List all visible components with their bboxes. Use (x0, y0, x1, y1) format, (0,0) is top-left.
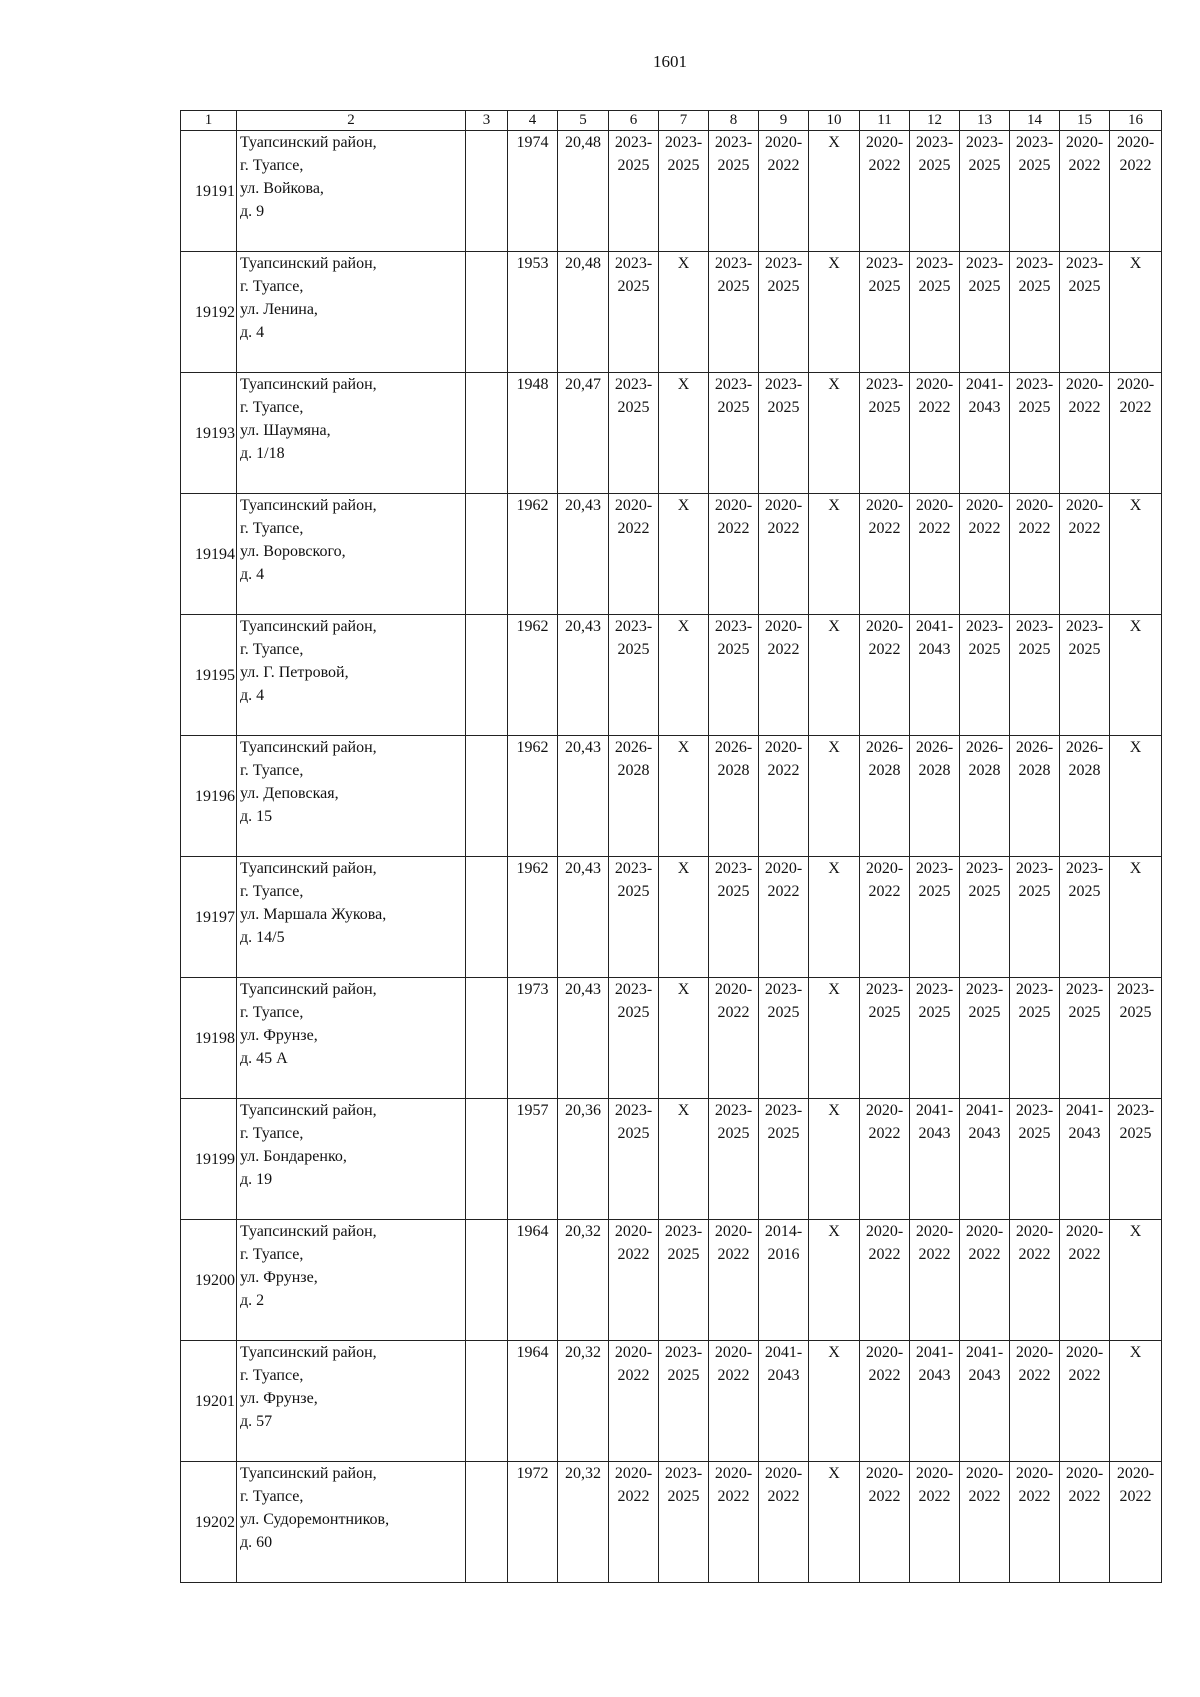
cell-c10: Х (809, 1099, 860, 1220)
cell-c3 (466, 1099, 508, 1220)
address-line: ул. Судоремонтников, (240, 1511, 390, 1528)
cell-c10: Х (809, 131, 860, 252)
column-header: 10 (809, 111, 860, 131)
cell-c11: 2020- 2022 (860, 615, 910, 736)
cell-c5: 20,32 (558, 1220, 609, 1341)
cell-c12: 2041- 2043 (910, 1341, 960, 1462)
address-cell (237, 857, 466, 978)
table-row (181, 1220, 1162, 1341)
cell-c4: 1962 (508, 615, 558, 736)
address-line: г. Туапсе, (240, 883, 304, 900)
cell-c9: 2020- 2022 (759, 857, 809, 978)
address-line: г. Туапсе, (240, 520, 304, 537)
row-number: 19202 (181, 1462, 237, 1583)
cell-c15: 2026- 2028 (1060, 736, 1110, 857)
cell-c12: 2026- 2028 (910, 736, 960, 857)
cell-c5: 20,43 (558, 615, 609, 736)
cell-c13: 2023- 2025 (960, 131, 1010, 252)
column-header: 7 (659, 111, 709, 131)
table-row (181, 615, 1162, 736)
address-line: ул. Ленина, (240, 301, 318, 318)
address-cell (237, 373, 466, 494)
cell-c3 (466, 1220, 508, 1341)
cell-c14: 2020- 2022 (1010, 1462, 1060, 1583)
address-cell (237, 978, 466, 1099)
address-cell (237, 1220, 466, 1341)
cell-c9: 2020- 2022 (759, 736, 809, 857)
cell-c11: 2020- 2022 (860, 494, 910, 615)
cell-c9: 2020- 2022 (759, 1462, 809, 1583)
cell-c14: 2020- 2022 (1010, 494, 1060, 615)
cell-c15: 2023- 2025 (1060, 615, 1110, 736)
cell-c6: 2023- 2025 (609, 252, 659, 373)
cell-c6: 2023- 2025 (609, 131, 659, 252)
address-line: д. 57 (240, 1413, 273, 1430)
cell-c16: Х (1110, 736, 1162, 857)
cell-c16: 2020- 2022 (1110, 1462, 1162, 1583)
address-line: г. Туапсе, (240, 1246, 304, 1263)
address-line: Туапсинский район, (240, 1465, 377, 1482)
row-number: 19197 (181, 857, 237, 978)
cell-c10: Х (809, 1341, 860, 1462)
column-header: 6 (609, 111, 659, 131)
row-number: 19200 (181, 1220, 237, 1341)
cell-c13: 2041- 2043 (960, 1341, 1010, 1462)
cell-c4: 1953 (508, 252, 558, 373)
cell-c5: 20,43 (558, 494, 609, 615)
cell-c8: 2020- 2022 (709, 1462, 759, 1583)
address-line: г. Туапсе, (240, 762, 304, 779)
cell-c3 (466, 857, 508, 978)
cell-c5: 20,32 (558, 1341, 609, 1462)
cell-c4: 1964 (508, 1220, 558, 1341)
cell-c8: 2023- 2025 (709, 131, 759, 252)
address-line: ул. Фрунзе, (240, 1027, 318, 1044)
cell-c4: 1974 (508, 131, 558, 252)
cell-c13: 2023- 2025 (960, 615, 1010, 736)
address-line: д. 45 А (240, 1050, 288, 1067)
cell-c3 (466, 131, 508, 252)
cell-c14: 2023- 2025 (1010, 252, 1060, 373)
table-row (181, 978, 1162, 1099)
cell-c5: 20,48 (558, 252, 609, 373)
cell-c4: 1957 (508, 1099, 558, 1220)
table-row (181, 1462, 1162, 1583)
cell-c13: 2041- 2043 (960, 1099, 1010, 1220)
cell-c7: 2023- 2025 (659, 1462, 709, 1583)
table-row (181, 131, 1162, 252)
address-cell (237, 131, 466, 252)
cell-c11: 2020- 2022 (860, 1462, 910, 1583)
cell-c5: 20,47 (558, 373, 609, 494)
cell-c10: Х (809, 978, 860, 1099)
cell-c4: 1973 (508, 978, 558, 1099)
address-cell (237, 252, 466, 373)
cell-c9: 2020- 2022 (759, 615, 809, 736)
cell-c7: 2023- 2025 (659, 1341, 709, 1462)
cell-c16: Х (1110, 1341, 1162, 1462)
row-number: 19199 (181, 1099, 237, 1220)
cell-c3 (466, 252, 508, 373)
cell-c7: Х (659, 857, 709, 978)
address-line: ул. Воровского, (240, 543, 346, 560)
address-line: Туапсинский район, (240, 376, 377, 393)
cell-c6: 2020- 2022 (609, 1462, 659, 1583)
row-number: 19192 (181, 252, 237, 373)
cell-c4: 1964 (508, 1341, 558, 1462)
address-line: ул. Войкова, (240, 180, 324, 197)
cell-c6: 2020- 2022 (609, 1341, 659, 1462)
cell-c13: 2023- 2025 (960, 252, 1010, 373)
column-header: 13 (960, 111, 1010, 131)
cell-c16: 2023- 2025 (1110, 1099, 1162, 1220)
cell-c10: Х (809, 494, 860, 615)
address-line: Туапсинский район, (240, 497, 377, 514)
address-line: Туапсинский район, (240, 1344, 377, 1361)
address-line: г. Туапсе, (240, 399, 304, 416)
row-number: 19198 (181, 978, 237, 1099)
cell-c10: Х (809, 857, 860, 978)
cell-c6: 2020- 2022 (609, 494, 659, 615)
row-number: 19193 (181, 373, 237, 494)
row-number: 19194 (181, 494, 237, 615)
cell-c15: 2020- 2022 (1060, 131, 1110, 252)
cell-c15: 2023- 2025 (1060, 857, 1110, 978)
cell-c16: Х (1110, 494, 1162, 615)
cell-c10: Х (809, 615, 860, 736)
address-cell (237, 1099, 466, 1220)
address-line: Туапсинский район, (240, 134, 377, 151)
cell-c6: 2023- 2025 (609, 978, 659, 1099)
cell-c14: 2023- 2025 (1010, 131, 1060, 252)
cell-c8: 2020- 2022 (709, 1341, 759, 1462)
cell-c6: 2023- 2025 (609, 373, 659, 494)
column-header: 4 (508, 111, 558, 131)
address-line: д. 2 (240, 1292, 265, 1309)
cell-c14: 2023- 2025 (1010, 615, 1060, 736)
row-number: 19195 (181, 615, 237, 736)
cell-c4: 1962 (508, 857, 558, 978)
address-line: д. 60 (240, 1534, 273, 1551)
address-line: г. Туапсе, (240, 1488, 304, 1505)
cell-c8: 2023- 2025 (709, 1099, 759, 1220)
address-line: д. 15 (240, 808, 273, 825)
cell-c11: 2020- 2022 (860, 1220, 910, 1341)
address-line: д. 1/18 (240, 445, 285, 462)
column-header: 3 (466, 111, 508, 131)
cell-c8: 2020- 2022 (709, 978, 759, 1099)
cell-c9: 2023- 2025 (759, 1099, 809, 1220)
cell-c3 (466, 978, 508, 1099)
address-line: ул. Деповская, (240, 785, 339, 802)
cell-c15: 2020- 2022 (1060, 373, 1110, 494)
cell-c8: 2023- 2025 (709, 857, 759, 978)
table-row (181, 494, 1162, 615)
cell-c12: 2023- 2025 (910, 252, 960, 373)
cell-c7: Х (659, 1099, 709, 1220)
cell-c13: 2041- 2043 (960, 373, 1010, 494)
cell-c7: Х (659, 978, 709, 1099)
cell-c15: 2020- 2022 (1060, 1462, 1110, 1583)
cell-c11: 2020- 2022 (860, 1341, 910, 1462)
cell-c4: 1972 (508, 1462, 558, 1583)
address-cell (237, 494, 466, 615)
cell-c16: Х (1110, 252, 1162, 373)
column-header: 11 (860, 111, 910, 131)
cell-c15: 2020- 2022 (1060, 1220, 1110, 1341)
column-header: 8 (709, 111, 759, 131)
address-line: ул. Бондаренко, (240, 1148, 347, 1165)
cell-c3 (466, 373, 508, 494)
cell-c6: 2023- 2025 (609, 1099, 659, 1220)
address-line: Туапсинский район, (240, 860, 377, 877)
address-line: ул. Шаумяна, (240, 422, 331, 439)
address-line: Туапсинский район, (240, 1102, 377, 1119)
cell-c6: 2020- 2022 (609, 1220, 659, 1341)
cell-c3 (466, 1462, 508, 1583)
cell-c7: Х (659, 615, 709, 736)
cell-c7: Х (659, 736, 709, 857)
cell-c4: 1962 (508, 494, 558, 615)
cell-c11: 2023- 2025 (860, 373, 910, 494)
address-line: ул. Фрунзе, (240, 1390, 318, 1407)
cell-c11: 2020- 2022 (860, 131, 910, 252)
cell-c8: 2026- 2028 (709, 736, 759, 857)
cell-c16: Х (1110, 615, 1162, 736)
cell-c5: 20,36 (558, 1099, 609, 1220)
address-line: д. 14/5 (240, 929, 285, 946)
table-row (181, 736, 1162, 857)
address-line: Туапсинский район, (240, 739, 377, 756)
cell-c6: 2026- 2028 (609, 736, 659, 857)
cell-c11: 2026- 2028 (860, 736, 910, 857)
cell-c9: 2014- 2016 (759, 1220, 809, 1341)
cell-c8: 2023- 2025 (709, 252, 759, 373)
address-line: г. Туапсе, (240, 1125, 304, 1142)
cell-c15: 2041- 2043 (1060, 1099, 1110, 1220)
page-number: 1601 (653, 52, 687, 71)
cell-c12: 2020- 2022 (910, 494, 960, 615)
cell-c9: 2023- 2025 (759, 252, 809, 373)
cell-c12: 2020- 2022 (910, 1462, 960, 1583)
cell-c14: 2023- 2025 (1010, 857, 1060, 978)
cell-c10: Х (809, 252, 860, 373)
cell-c10: Х (809, 736, 860, 857)
cell-c15: 2023- 2025 (1060, 978, 1110, 1099)
address-line: д. 9 (240, 203, 265, 220)
address-cell (237, 615, 466, 736)
cell-c12: 2041- 2043 (910, 1099, 960, 1220)
cell-c12: 2020- 2022 (910, 1220, 960, 1341)
cell-c14: 2023- 2025 (1010, 373, 1060, 494)
cell-c10: Х (809, 373, 860, 494)
address-cell (237, 1462, 466, 1583)
address-line: г. Туапсе, (240, 278, 304, 295)
cell-c16: 2020- 2022 (1110, 373, 1162, 494)
address-cell (237, 736, 466, 857)
address-line: г. Туапсе, (240, 157, 304, 174)
cell-c13: 2020- 2022 (960, 494, 1010, 615)
address-cell (237, 1341, 466, 1462)
column-header: 2 (237, 111, 466, 131)
cell-c14: 2023- 2025 (1010, 978, 1060, 1099)
column-header: 5 (558, 111, 609, 131)
cell-c7: Х (659, 494, 709, 615)
cell-c13: 2020- 2022 (960, 1462, 1010, 1583)
address-line: ул. Г. Петровой, (240, 664, 349, 681)
row-number: 19201 (181, 1341, 237, 1462)
column-header: 12 (910, 111, 960, 131)
cell-c12: 2023- 2025 (910, 857, 960, 978)
cell-c7: 2023- 2025 (659, 131, 709, 252)
cell-c4: 1948 (508, 373, 558, 494)
cell-c6: 2023- 2025 (609, 857, 659, 978)
cell-c14: 2020- 2022 (1010, 1341, 1060, 1462)
table-row (181, 1341, 1162, 1462)
cell-c3 (466, 736, 508, 857)
cell-c7: Х (659, 252, 709, 373)
address-line: ул. Маршала Жукова, (240, 906, 387, 923)
column-header: 9 (759, 111, 809, 131)
cell-c9: 2041- 2043 (759, 1341, 809, 1462)
cell-c8: 2020- 2022 (709, 494, 759, 615)
cell-c3 (466, 494, 508, 615)
cell-c13: 2023- 2025 (960, 978, 1010, 1099)
cell-c12: 2041- 2043 (910, 615, 960, 736)
cell-c8: 2020- 2022 (709, 1220, 759, 1341)
cell-c5: 20,43 (558, 857, 609, 978)
address-line: д. 4 (240, 324, 265, 341)
address-line: Туапсинский район, (240, 1223, 377, 1240)
cell-c9: 2020- 2022 (759, 494, 809, 615)
housing-table (180, 110, 1162, 1583)
row-number: 19191 (181, 131, 237, 252)
table-row (181, 252, 1162, 373)
cell-c3 (466, 615, 508, 736)
column-header: 14 (1010, 111, 1060, 131)
table-row (181, 1099, 1162, 1220)
cell-c9: 2020- 2022 (759, 131, 809, 252)
table-row (181, 373, 1162, 494)
cell-c11: 2023- 2025 (860, 978, 910, 1099)
cell-c5: 20,32 (558, 1462, 609, 1583)
row-number: 19196 (181, 736, 237, 857)
cell-c16: 2023- 2025 (1110, 978, 1162, 1099)
address-line: д. 4 (240, 687, 265, 704)
cell-c16: 2020- 2022 (1110, 131, 1162, 252)
cell-c12: 2023- 2025 (910, 131, 960, 252)
table-header-row (181, 111, 1162, 131)
cell-c6: 2023- 2025 (609, 615, 659, 736)
address-line: г. Туапсе, (240, 1367, 304, 1384)
table-row (181, 857, 1162, 978)
table-body (181, 131, 1162, 1583)
cell-c15: 2023- 2025 (1060, 252, 1110, 373)
column-header: 15 (1060, 111, 1110, 131)
cell-c13: 2023- 2025 (960, 857, 1010, 978)
cell-c12: 2023- 2025 (910, 978, 960, 1099)
cell-c9: 2023- 2025 (759, 373, 809, 494)
cell-c5: 20,48 (558, 131, 609, 252)
cell-c12: 2020- 2022 (910, 373, 960, 494)
cell-c8: 2023- 2025 (709, 373, 759, 494)
cell-c15: 2020- 2022 (1060, 1341, 1110, 1462)
cell-c14: 2023- 2025 (1010, 1099, 1060, 1220)
cell-c11: 2020- 2022 (860, 857, 910, 978)
cell-c13: 2020- 2022 (960, 1220, 1010, 1341)
address-line: г. Туапсе, (240, 1004, 304, 1021)
cell-c9: 2023- 2025 (759, 978, 809, 1099)
cell-c14: 2020- 2022 (1010, 1220, 1060, 1341)
cell-c11: 2020- 2022 (860, 1099, 910, 1220)
cell-c8: 2023- 2025 (709, 615, 759, 736)
cell-c16: Х (1110, 1220, 1162, 1341)
cell-c14: 2026- 2028 (1010, 736, 1060, 857)
column-header: 16 (1110, 111, 1162, 131)
column-header: 1 (181, 111, 237, 131)
cell-c13: 2026- 2028 (960, 736, 1010, 857)
cell-c11: 2023- 2025 (860, 252, 910, 373)
address-line: ул. Фрунзе, (240, 1269, 318, 1286)
cell-c10: Х (809, 1220, 860, 1341)
address-line: Туапсинский район, (240, 618, 377, 635)
cell-c10: Х (809, 1462, 860, 1583)
address-line: д. 4 (240, 566, 265, 583)
cell-c5: 20,43 (558, 978, 609, 1099)
address-line: Туапсинский район, (240, 255, 377, 272)
cell-c15: 2020- 2022 (1060, 494, 1110, 615)
cell-c7: 2023- 2025 (659, 1220, 709, 1341)
cell-c5: 20,43 (558, 736, 609, 857)
address-line: д. 19 (240, 1171, 273, 1188)
address-line: Туапсинский район, (240, 981, 377, 998)
cell-c16: Х (1110, 857, 1162, 978)
cell-c4: 1962 (508, 736, 558, 857)
address-line: г. Туапсе, (240, 641, 304, 658)
cell-c3 (466, 1341, 508, 1462)
cell-c7: Х (659, 373, 709, 494)
